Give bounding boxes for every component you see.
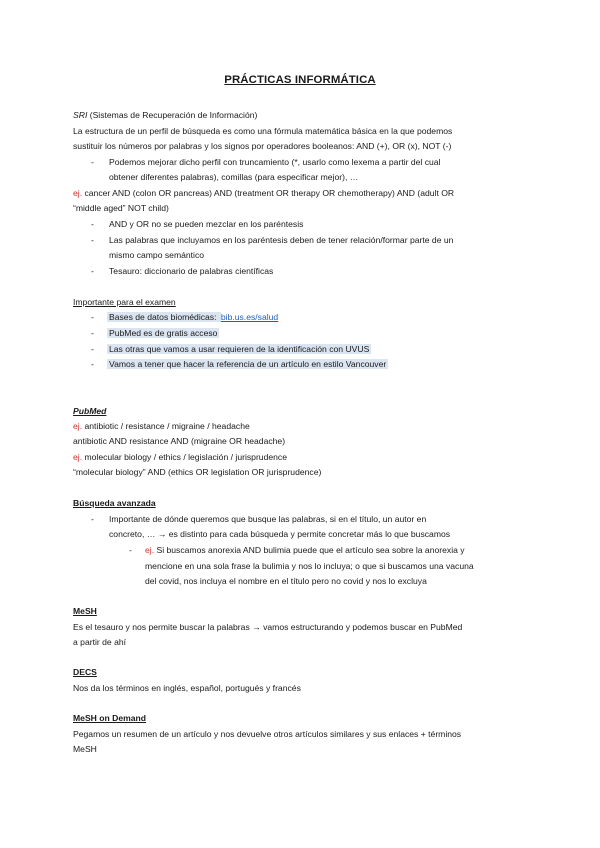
exam-item-2	[109, 328, 219, 339]
mesh-on-demand-line-1: Pegamos un resumen de un artículo y nos devuelve otros artículos similares y sus enlaces + términos	[73, 729, 462, 739]
example-label: ej.	[73, 421, 83, 431]
pubmed-example-1	[73, 421, 250, 432]
exam-item-2-text: PubMed es de gratis acceso	[109, 328, 218, 338]
bullet-dash: -	[91, 266, 94, 276]
example-label: ej.	[73, 452, 83, 462]
bullet-dash: -	[91, 344, 94, 354]
advanced-sub-line-2: mencione en una sola frase la bulimia y nos lo incluya; o que si buscamos una vacuna	[145, 561, 474, 571]
mesh-line-2: a partir de ahí	[73, 637, 127, 647]
pubmed-example-1-text: antibiotic / resistance / migraine / headache	[82, 421, 250, 431]
advanced-sub-text: Si buscamos anorexia AND bulimia puede que el artículo sea sobre la anorexia y	[154, 545, 465, 555]
mesh-line-1: Es el tesauro y nos permite buscar la palabras → vamos estructurando y podemos buscar en PubMed	[73, 622, 463, 632]
exam-item-3	[109, 344, 371, 355]
sri-bullet-2: AND y OR no se pueden mezclar en los paréntesis	[109, 219, 304, 229]
sri-full: (Sistemas de Recuperación de Información)	[87, 110, 258, 120]
advanced-heading: Búsqueda avanzada	[73, 498, 156, 508]
bullet-dash: -	[129, 545, 132, 555]
advanced-bullet-line-1: Importante de dónde queremos que busque las palabras, si en el título, un autor en	[109, 514, 427, 524]
sri-heading	[73, 110, 257, 121]
advanced-sub-line-1	[145, 545, 465, 556]
bullet-dash: -	[91, 219, 94, 229]
pubmed-example-2-text: molecular biology / ethics / legislación / jurisprudence	[82, 452, 287, 462]
advanced-bullet-line-2: concreto, … → es distinto para cada búsqueda y permite concretar más lo que buscamos	[109, 529, 451, 539]
mesh-heading: MeSH	[73, 606, 97, 616]
example-label: ej.	[145, 545, 155, 555]
mesh-on-demand-line-2: MeSH	[73, 744, 97, 754]
pubmed-query-1: antibiotic AND resistance AND (migraine OR headache)	[73, 436, 286, 446]
bullet-dash: -	[91, 514, 94, 524]
bullet-dash: -	[91, 359, 94, 369]
sri-paragraph-line-1: La estructura de un perfil de búsqueda es como una fórmula matemática básica en la que podemos	[73, 126, 453, 136]
sri-example-text: cancer AND (colon OR pancreas) AND (treatment OR therapy OR chemotherapy) AND (adult OR	[82, 188, 455, 198]
library-link[interactable]: bib.us.es/salud	[220, 312, 279, 322]
sri-bullet-3-line-1: Las palabras que incluyamos en los paréntesis deben de tener relación/formar parte de un	[109, 235, 454, 245]
bullet-dash: -	[91, 235, 94, 245]
advanced-sub-line-3: del covid, nos incluya el nombre en el título pero no covid y nos lo excluya	[145, 576, 427, 586]
pubmed-heading: PubMed	[73, 406, 107, 416]
exam-item-4-text: Vamos a tener que hacer la referencia de un artículo en estilo Vancouver	[109, 359, 387, 369]
sri-bullet-1-line-1: Podemos mejorar dicho perfil con truncamiento (*, usarlo como lexema a partir del cual	[109, 157, 441, 167]
sri-bullet-4: Tesauro: diccionario de palabras científicas	[109, 266, 274, 276]
exam-item-1	[109, 312, 278, 323]
sri-example-line-2: “middle aged” NOT child)	[73, 203, 169, 213]
decs-line-1: Nos da los términos en inglés, español, portugués y francés	[73, 683, 301, 693]
pubmed-example-2	[73, 452, 287, 463]
exam-item-1-text: Bases de datos biomédicas:	[109, 312, 219, 322]
sri-paragraph-line-2: sustituir los números por palabras y los signos por operadores booleanos: AND (+), OR (x), NOT (-)	[73, 141, 452, 151]
example-label: ej.	[73, 188, 83, 198]
exam-item-3-text: Las otras que vamos a usar requieren de la identificación con UVUS	[109, 344, 370, 354]
sri-bullet-1-line-2: obtener diferentes palabras), comillas (para especificar mejor), …	[109, 172, 359, 182]
mesh-on-demand-heading: MeSH on Demand	[73, 713, 147, 723]
exam-item-4	[109, 359, 388, 370]
bullet-dash: -	[91, 157, 94, 167]
page-title: PRÁCTICAS INFORMÁTICA	[224, 74, 376, 86]
bullet-dash: -	[91, 312, 94, 322]
sri-abbr: SRI	[73, 110, 88, 120]
decs-heading: DECS	[73, 667, 97, 677]
sri-example-line-1	[73, 188, 454, 199]
pubmed-query-2: “molecular biology” AND (ethics OR legislation OR jurisprudence)	[73, 467, 322, 477]
sri-bullet-3-line-2: mismo campo semántico	[109, 250, 205, 260]
bullet-dash: -	[91, 328, 94, 338]
exam-heading: Importante para el examen	[73, 297, 176, 307]
